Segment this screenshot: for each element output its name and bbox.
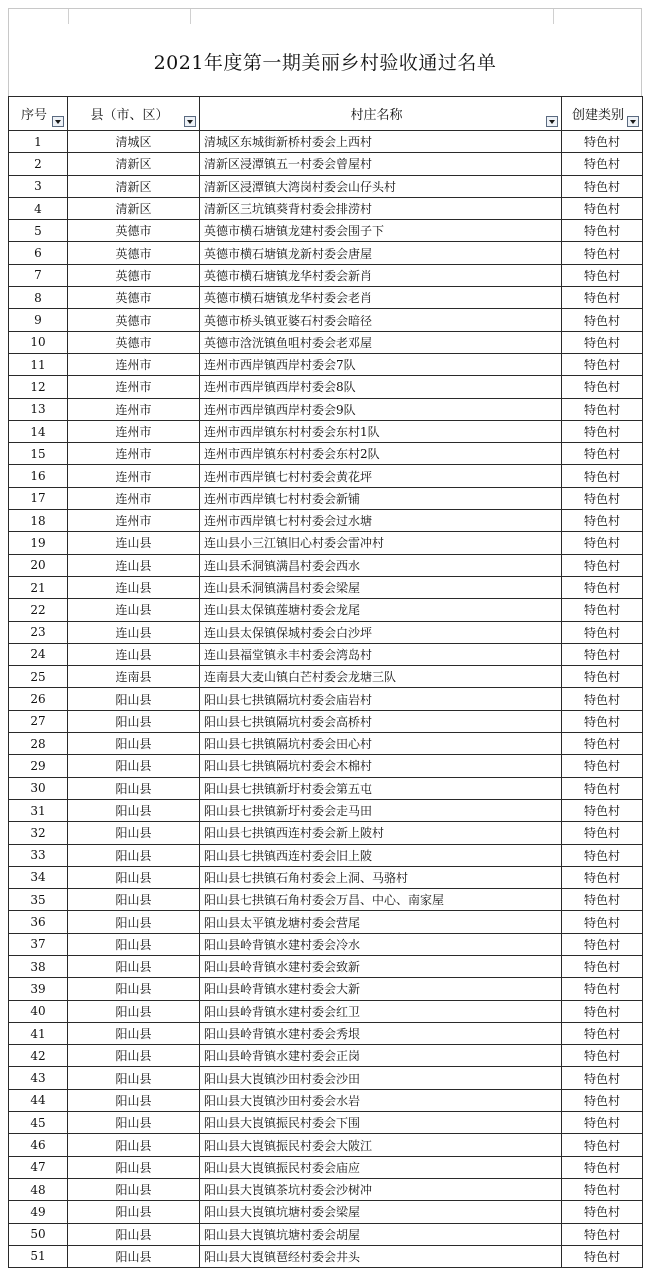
table-row — [9, 955, 643, 977]
table-row — [9, 911, 643, 933]
table-row — [9, 1112, 643, 1134]
cell-county[interactable]: 连南县 — [68, 666, 200, 688]
cell-county[interactable]: 清新区 — [68, 153, 200, 175]
cell-county[interactable]: 清新区 — [68, 197, 200, 219]
cell-no[interactable]: 4 — [9, 197, 68, 219]
cell-no[interactable]: 22 — [9, 599, 68, 621]
cell-no[interactable]: 39 — [9, 978, 68, 1000]
cell-county[interactable]: 连山县 — [68, 599, 200, 621]
cell-type[interactable]: 特色村 — [562, 889, 643, 911]
table-row — [9, 1000, 643, 1022]
cell-no[interactable]: 16 — [9, 465, 68, 487]
cell-type[interactable]: 特色村 — [562, 1223, 643, 1245]
table-row — [9, 688, 643, 710]
cell-no[interactable]: 25 — [9, 666, 68, 688]
cell-type[interactable]: 特色村 — [562, 331, 643, 353]
cell-no[interactable]: 45 — [9, 1112, 68, 1134]
cell-type[interactable]: 特色村 — [562, 666, 643, 688]
cell-type[interactable]: 特色村 — [562, 1134, 643, 1156]
table-row — [9, 131, 643, 153]
header-county — [68, 97, 200, 131]
table-row — [9, 1201, 643, 1223]
page-title: 2021年度第一期美丽乡村验收通过名单 — [153, 52, 497, 74]
table-row — [9, 822, 643, 844]
cell-village[interactable]: 连山县福堂镇永丰村委会湾岛村 — [200, 643, 562, 665]
cell-no[interactable]: 38 — [9, 955, 68, 977]
filter-dropdown-icon[interactable] — [627, 116, 639, 127]
cell-type[interactable]: 特色村 — [562, 733, 643, 755]
header-type — [562, 97, 643, 131]
cell-county[interactable]: 连州市 — [68, 353, 200, 375]
cell-type[interactable]: 特色村 — [562, 576, 643, 598]
cell-village[interactable]: 清新区浸潭镇大湾岗村委会山仔头村 — [200, 175, 562, 197]
cell-type[interactable]: 特色村 — [562, 755, 643, 777]
table-row — [9, 1134, 643, 1156]
cell-type[interactable]: 特色村 — [562, 264, 643, 286]
table-row — [9, 197, 643, 219]
cell-no[interactable]: 17 — [9, 487, 68, 509]
cell-no[interactable]: 2 — [9, 153, 68, 175]
cell-no[interactable]: 3 — [9, 175, 68, 197]
cell-type[interactable]: 特色村 — [562, 532, 643, 554]
cell-village[interactable]: 阳山县大崀镇振民村委会下围 — [200, 1112, 562, 1134]
cell-village[interactable]: 阳山县太平镇龙塘村委会营尾 — [200, 911, 562, 933]
cell-county[interactable]: 阳山县 — [68, 978, 200, 1000]
cell-type[interactable]: 特色村 — [562, 599, 643, 621]
cell-village[interactable]: 英德市横石塘镇龙新村委会唐屋 — [200, 242, 562, 264]
table-row — [9, 420, 643, 442]
table-row — [9, 755, 643, 777]
cell-type[interactable]: 特色村 — [562, 309, 643, 331]
cell-type[interactable]: 特色村 — [562, 376, 643, 398]
cell-county[interactable]: 清新区 — [68, 175, 200, 197]
cell-village[interactable]: 阳山县七拱镇新圩村委会走马田 — [200, 799, 562, 821]
cell-county[interactable]: 阳山县 — [68, 911, 200, 933]
cell-village[interactable]: 英德市横石塘镇龙华村委会老肖 — [200, 287, 562, 309]
cell-village[interactable]: 连南县大麦山镇白芒村委会龙塘三队 — [200, 666, 562, 688]
header-county-label: 县（市、区） — [90, 108, 169, 123]
cell-type[interactable]: 特色村 — [562, 554, 643, 576]
cell-county[interactable]: 阳山县 — [68, 1089, 200, 1111]
cell-type[interactable]: 特色村 — [562, 822, 643, 844]
cell-no[interactable]: 9 — [9, 309, 68, 331]
cell-type[interactable]: 特色村 — [562, 1067, 643, 1089]
cell-county[interactable]: 连山县 — [68, 554, 200, 576]
cell-village[interactable]: 连山县小三江镇旧心村委会雷冲村 — [200, 532, 562, 554]
cell-no[interactable]: 27 — [9, 710, 68, 732]
cell-type[interactable]: 特色村 — [562, 1201, 643, 1223]
cell-no[interactable]: 51 — [9, 1245, 68, 1267]
cell-county[interactable]: 阳山县 — [68, 889, 200, 911]
cell-county[interactable]: 英德市 — [68, 220, 200, 242]
header-no — [9, 97, 68, 131]
cell-type[interactable]: 特色村 — [562, 1156, 643, 1178]
cell-type[interactable]: 特色村 — [562, 955, 643, 977]
cell-county[interactable]: 阳山县 — [68, 1134, 200, 1156]
cell-no[interactable]: 34 — [9, 866, 68, 888]
cell-village[interactable]: 连山县太保镇莲塘村委会龙尾 — [200, 599, 562, 621]
cell-type[interactable]: 特色村 — [562, 197, 643, 219]
cell-type[interactable]: 特色村 — [562, 242, 643, 264]
cell-village[interactable]: 英德市横石塘镇龙建村委会围子下 — [200, 220, 562, 242]
cell-no[interactable]: 24 — [9, 643, 68, 665]
table-row — [9, 1045, 643, 1067]
filter-dropdown-icon[interactable] — [52, 116, 64, 127]
cell-county[interactable]: 英德市 — [68, 331, 200, 353]
cell-village[interactable]: 阳山县七拱镇隔坑村委会田心村 — [200, 733, 562, 755]
cell-county[interactable]: 阳山县 — [68, 1201, 200, 1223]
cell-no[interactable]: 21 — [9, 576, 68, 598]
cell-village[interactable]: 清新区三坑镇葵背村委会排涝村 — [200, 197, 562, 219]
cell-village[interactable]: 连州市西岸镇东村村委会东村2队 — [200, 443, 562, 465]
cell-type[interactable]: 特色村 — [562, 1178, 643, 1200]
table-row — [9, 465, 643, 487]
table-row — [9, 1022, 643, 1044]
cell-village[interactable]: 连州市西岸镇七村村委会过水塘 — [200, 510, 562, 532]
empty-grid-row — [8, 8, 642, 24]
cell-no[interactable]: 23 — [9, 621, 68, 643]
cell-type[interactable]: 特色村 — [562, 487, 643, 509]
table-row — [9, 844, 643, 866]
cell-no[interactable]: 31 — [9, 799, 68, 821]
cell-type[interactable]: 特色村 — [562, 287, 643, 309]
cell-village[interactable]: 阳山县大崀镇沙田村委会沙田 — [200, 1067, 562, 1089]
cell-county[interactable]: 阳山县 — [68, 710, 200, 732]
cell-county[interactable]: 阳山县 — [68, 1112, 200, 1134]
table-row — [9, 666, 643, 688]
cell-type[interactable]: 特色村 — [562, 398, 643, 420]
cell-type[interactable]: 特色村 — [562, 799, 643, 821]
cell-county[interactable]: 阳山县 — [68, 755, 200, 777]
cell-type[interactable]: 特色村 — [562, 465, 643, 487]
table-row — [9, 220, 643, 242]
cell-county[interactable]: 阳山县 — [68, 822, 200, 844]
cell-village[interactable]: 阳山县岭背镇水建村委会大新 — [200, 978, 562, 1000]
cell-county[interactable]: 连州市 — [68, 465, 200, 487]
cell-village[interactable]: 英德市横石塘镇龙华村委会新肖 — [200, 264, 562, 286]
cell-village[interactable]: 阳山县大崀镇振民村委会庙应 — [200, 1156, 562, 1178]
cell-county[interactable]: 连山县 — [68, 532, 200, 554]
cell-village[interactable]: 阳山县七拱镇西连村委会旧上陂 — [200, 844, 562, 866]
cell-county[interactable]: 英德市 — [68, 309, 200, 331]
table-row — [9, 242, 643, 264]
cell-no[interactable]: 46 — [9, 1134, 68, 1156]
cell-type[interactable]: 特色村 — [562, 510, 643, 532]
cell-county[interactable]: 阳山县 — [68, 733, 200, 755]
cell-type[interactable]: 特色村 — [562, 131, 643, 153]
cell-county[interactable]: 阳山县 — [68, 933, 200, 955]
cell-type[interactable]: 特色村 — [562, 420, 643, 442]
cell-county[interactable]: 阳山县 — [68, 1022, 200, 1044]
cell-type[interactable]: 特色村 — [562, 1022, 643, 1044]
cell-type[interactable]: 特色村 — [562, 1245, 643, 1267]
table-row — [9, 554, 643, 576]
cell-type[interactable]: 特色村 — [562, 844, 643, 866]
cell-village[interactable]: 连州市西岸镇西岸村委会7队 — [200, 353, 562, 375]
cell-no[interactable]: 32 — [9, 822, 68, 844]
cell-type[interactable]: 特色村 — [562, 933, 643, 955]
cell-village[interactable]: 阳山县大崀镇振民村委会大陂江 — [200, 1134, 562, 1156]
cell-county[interactable]: 阳山县 — [68, 777, 200, 799]
cell-village[interactable]: 清城区东城街新桥村委会上西村 — [200, 131, 562, 153]
cell-type[interactable]: 特色村 — [562, 220, 643, 242]
cell-no[interactable]: 43 — [9, 1067, 68, 1089]
table-row — [9, 510, 643, 532]
cell-county[interactable]: 阳山县 — [68, 799, 200, 821]
table-row — [9, 1245, 643, 1267]
cell-no[interactable]: 30 — [9, 777, 68, 799]
cell-village[interactable]: 阳山县岭背镇水建村委会致新 — [200, 955, 562, 977]
cell-no[interactable]: 44 — [9, 1089, 68, 1111]
table-row — [9, 175, 643, 197]
cell-type[interactable]: 特色村 — [562, 353, 643, 375]
cell-county[interactable]: 连州市 — [68, 398, 200, 420]
cell-county[interactable]: 阳山县 — [68, 866, 200, 888]
cell-no[interactable]: 19 — [9, 532, 68, 554]
cell-village[interactable]: 阳山县七拱镇隔坑村委会木棉村 — [200, 755, 562, 777]
cell-county[interactable]: 连州市 — [68, 443, 200, 465]
header-village — [200, 97, 562, 131]
cell-type[interactable]: 特色村 — [562, 978, 643, 1000]
header-row — [9, 97, 643, 131]
cell-type[interactable]: 特色村 — [562, 777, 643, 799]
cell-county[interactable]: 连山县 — [68, 576, 200, 598]
table-row — [9, 621, 643, 643]
table-row — [9, 1089, 643, 1111]
title-cell[interactable] — [8, 24, 642, 96]
table-row — [9, 309, 643, 331]
cell-village[interactable]: 阳山县七拱镇石角村委会万昌、中心、南家屋 — [200, 889, 562, 911]
cell-no[interactable]: 37 — [9, 933, 68, 955]
cell-type[interactable]: 特色村 — [562, 1000, 643, 1022]
table-row — [9, 599, 643, 621]
cell-no[interactable]: 49 — [9, 1201, 68, 1223]
cell-no[interactable]: 11 — [9, 353, 68, 375]
table-row — [9, 733, 643, 755]
table-row — [9, 1156, 643, 1178]
filter-dropdown-icon[interactable] — [546, 116, 558, 127]
cell-county[interactable]: 连山县 — [68, 643, 200, 665]
table-row — [9, 287, 643, 309]
table-row — [9, 398, 643, 420]
cell-no[interactable]: 29 — [9, 755, 68, 777]
cell-county[interactable]: 阳山县 — [68, 1045, 200, 1067]
cell-village[interactable]: 阳山县岭背镇水建村委会红卫 — [200, 1000, 562, 1022]
table-row — [9, 353, 643, 375]
cell-village[interactable]: 连山县禾洞镇满昌村委会西水 — [200, 554, 562, 576]
village-table — [8, 96, 643, 1268]
cell-village[interactable]: 连州市西岸镇七村村委会黄花坪 — [200, 465, 562, 487]
cell-no[interactable]: 35 — [9, 889, 68, 911]
cell-village[interactable]: 连州市西岸镇东村村委会东村1队 — [200, 420, 562, 442]
cell-village[interactable]: 清新区浸潭镇五一村委会曾屋村 — [200, 153, 562, 175]
table-row — [9, 643, 643, 665]
table-row — [9, 866, 643, 888]
cell-no[interactable]: 1 — [9, 131, 68, 153]
cell-type[interactable]: 特色村 — [562, 153, 643, 175]
cell-county[interactable]: 阳山县 — [68, 844, 200, 866]
cell-type[interactable]: 特色村 — [562, 621, 643, 643]
cell-no[interactable]: 8 — [9, 287, 68, 309]
table-row — [9, 487, 643, 509]
cell-county[interactable]: 阳山县 — [68, 1223, 200, 1245]
filter-dropdown-icon[interactable] — [184, 116, 196, 127]
cell-no[interactable]: 40 — [9, 1000, 68, 1022]
cell-village[interactable]: 阳山县岭背镇水建村委会秀垠 — [200, 1022, 562, 1044]
cell-village[interactable]: 阳山县大崀镇沙田村委会水岩 — [200, 1089, 562, 1111]
header-village-label: 村庄名称 — [350, 108, 403, 123]
cell-no[interactable]: 36 — [9, 911, 68, 933]
cell-village[interactable]: 阳山县七拱镇新圩村委会第五屯 — [200, 777, 562, 799]
table-row — [9, 710, 643, 732]
cell-county[interactable]: 阳山县 — [68, 1067, 200, 1089]
cell-no[interactable]: 20 — [9, 554, 68, 576]
header-no-label: 序号 — [20, 108, 47, 123]
cell-no[interactable]: 42 — [9, 1045, 68, 1067]
table-row — [9, 799, 643, 821]
table-row — [9, 264, 643, 286]
cell-village[interactable]: 英德市桥头镇亚婆石村委会暗径 — [200, 309, 562, 331]
header-type-label: 创建类别 — [571, 108, 624, 123]
table-row — [9, 777, 643, 799]
cell-no[interactable]: 26 — [9, 688, 68, 710]
cell-type[interactable]: 特色村 — [562, 866, 643, 888]
cell-no[interactable]: 33 — [9, 844, 68, 866]
cell-village[interactable]: 连山县太保镇保城村委会白沙坪 — [200, 621, 562, 643]
cell-type[interactable]: 特色村 — [562, 643, 643, 665]
table-row — [9, 376, 643, 398]
cell-village[interactable]: 阳山县岭背镇水建村委会正岗 — [200, 1045, 562, 1067]
table-row — [9, 576, 643, 598]
cell-county[interactable]: 阳山县 — [68, 955, 200, 977]
cell-village[interactable]: 连州市西岸镇西岸村委会8队 — [200, 376, 562, 398]
cell-no[interactable]: 10 — [9, 331, 68, 353]
table-row — [9, 331, 643, 353]
cell-no[interactable]: 13 — [9, 398, 68, 420]
cell-no[interactable]: 12 — [9, 376, 68, 398]
cell-type[interactable]: 特色村 — [562, 443, 643, 465]
cell-type[interactable]: 特色村 — [562, 688, 643, 710]
cell-village[interactable]: 连州市西岸镇七村村委会新铺 — [200, 487, 562, 509]
cell-county[interactable]: 英德市 — [68, 287, 200, 309]
cell-no[interactable]: 7 — [9, 264, 68, 286]
cell-village[interactable]: 阳山县大崀镇坑塘村委会梁屋 — [200, 1201, 562, 1223]
cell-village[interactable]: 阳山县岭背镇水建村委会冷水 — [200, 933, 562, 955]
cell-village[interactable]: 阳山县大崀镇琶经村委会井头 — [200, 1245, 562, 1267]
cell-type[interactable]: 特色村 — [562, 710, 643, 732]
cell-type[interactable]: 特色村 — [562, 175, 643, 197]
table-row — [9, 1178, 643, 1200]
table-body — [9, 131, 643, 1268]
cell-village[interactable]: 阳山县七拱镇隔坑村委会庙岩村 — [200, 688, 562, 710]
cell-county[interactable]: 连州市 — [68, 487, 200, 509]
cell-type[interactable]: 特色村 — [562, 1045, 643, 1067]
cell-county[interactable]: 连州市 — [68, 420, 200, 442]
table-row — [9, 1223, 643, 1245]
cell-county[interactable]: 阳山县 — [68, 1000, 200, 1022]
cell-type[interactable]: 特色村 — [562, 1112, 643, 1134]
table-row — [9, 978, 643, 1000]
cell-county[interactable]: 阳山县 — [68, 1178, 200, 1200]
cell-no[interactable]: 48 — [9, 1178, 68, 1200]
cell-no[interactable]: 15 — [9, 443, 68, 465]
cell-no[interactable]: 18 — [9, 510, 68, 532]
cell-no[interactable]: 28 — [9, 733, 68, 755]
cell-county[interactable]: 阳山县 — [68, 1245, 200, 1267]
cell-village[interactable]: 阳山县七拱镇石角村委会上洞、马骆村 — [200, 866, 562, 888]
cell-village[interactable]: 阳山县七拱镇隔坑村委会高桥村 — [200, 710, 562, 732]
cell-type[interactable]: 特色村 — [562, 911, 643, 933]
table-row — [9, 889, 643, 911]
cell-type[interactable]: 特色村 — [562, 1089, 643, 1111]
cell-county[interactable]: 清城区 — [68, 131, 200, 153]
cell-county[interactable]: 连山县 — [68, 621, 200, 643]
cell-no[interactable]: 14 — [9, 420, 68, 442]
cell-no[interactable]: 47 — [9, 1156, 68, 1178]
cell-village[interactable]: 英德市浛洸镇鱼咀村委会老邓屋 — [200, 331, 562, 353]
cell-village[interactable]: 连州市西岸镇西岸村委会9队 — [200, 398, 562, 420]
cell-county[interactable]: 英德市 — [68, 242, 200, 264]
cell-county[interactable]: 连州市 — [68, 376, 200, 398]
cell-no[interactable]: 41 — [9, 1022, 68, 1044]
cell-no[interactable]: 6 — [9, 242, 68, 264]
cell-village[interactable]: 阳山县大崀镇坑塘村委会胡屋 — [200, 1223, 562, 1245]
cell-no[interactable]: 5 — [9, 220, 68, 242]
cell-village[interactable]: 阳山县大崀镇茶坑村委会沙树冲 — [200, 1178, 562, 1200]
table-row — [9, 532, 643, 554]
cell-no[interactable]: 50 — [9, 1223, 68, 1245]
cell-county[interactable]: 阳山县 — [68, 688, 200, 710]
table-row — [9, 153, 643, 175]
cell-village[interactable]: 阳山县七拱镇西连村委会新上陂村 — [200, 822, 562, 844]
table-row — [9, 933, 643, 955]
cell-county[interactable]: 连州市 — [68, 510, 200, 532]
table-row — [9, 443, 643, 465]
cell-county[interactable]: 阳山县 — [68, 1156, 200, 1178]
cell-county[interactable]: 英德市 — [68, 264, 200, 286]
cell-village[interactable]: 连山县禾洞镇满昌村委会梁屋 — [200, 576, 562, 598]
table-row — [9, 1067, 643, 1089]
